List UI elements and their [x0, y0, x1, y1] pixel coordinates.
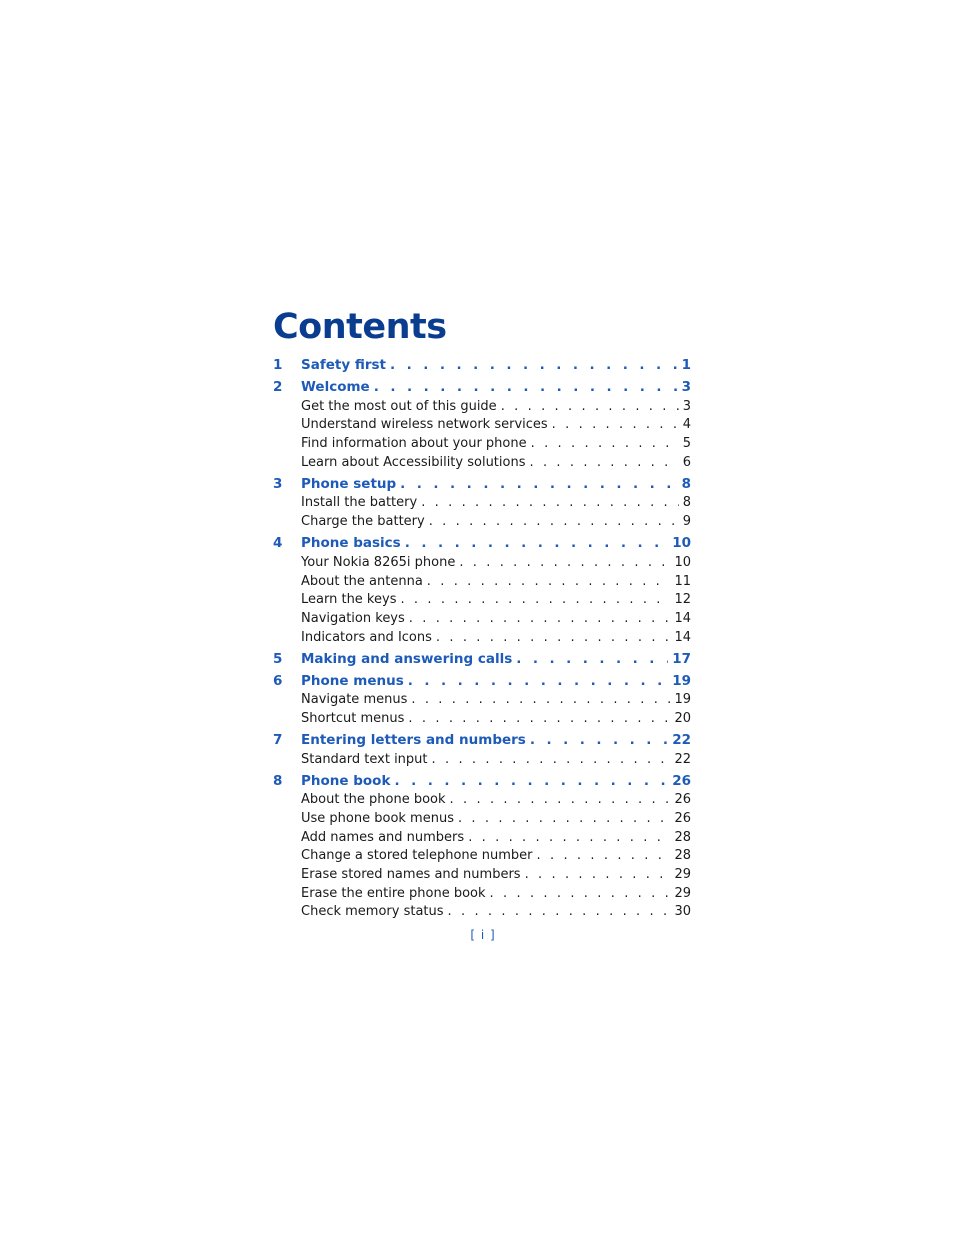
chapter-row: [273, 646, 691, 668]
chapter-block: [273, 727, 691, 768]
dot-leader: [468, 829, 670, 846]
dot-leader: [408, 672, 668, 690]
entry-page-number: 14: [674, 629, 691, 645]
entry-title: About the antenna: [301, 573, 423, 589]
entry-page-number: 6: [682, 454, 691, 470]
dot-leader: [408, 710, 670, 727]
entry-title: Indicators and Icons: [301, 629, 432, 645]
dot-leader: [400, 591, 670, 608]
chapter-title: Welcome: [301, 379, 370, 395]
entry-title: Install the battery: [301, 495, 418, 511]
dot-leader: [525, 866, 671, 883]
chapter-page-number: 3: [681, 379, 691, 395]
entry-title: Erase stored names and numbers: [301, 867, 521, 883]
dot-leader: [552, 416, 679, 433]
toc-entry[interactable]: [273, 452, 691, 471]
toc-entry[interactable]: [273, 571, 691, 590]
entry-title: About the phone book: [301, 792, 446, 808]
chapter-block: [273, 668, 691, 727]
chapter-page-number: 8: [681, 475, 691, 492]
page-folio: [ i ]: [470, 928, 496, 942]
toc-entry[interactable]: [273, 749, 691, 768]
chapter-link[interactable]: [273, 471, 691, 493]
dot-leader: [390, 356, 678, 374]
entry-page-number: 26: [674, 792, 691, 808]
chapter-number: 3: [273, 475, 283, 492]
dot-leader: [411, 691, 670, 708]
toc-entry[interactable]: [273, 827, 691, 846]
entry-title: Check memory status: [301, 904, 444, 920]
entry-page-number: 12: [674, 592, 691, 608]
entry-page-number: 8: [682, 495, 691, 511]
toc-entry[interactable]: [273, 493, 691, 512]
entry-title: Standard text input: [301, 751, 428, 767]
entry-page-number: 10: [674, 554, 691, 570]
entry-page-number: 28: [674, 829, 691, 845]
entry-title: Navigate menus: [301, 692, 408, 708]
dot-leader: [427, 573, 671, 590]
chapter-page-number: 26: [672, 772, 691, 789]
entry-page-number: 9: [682, 514, 691, 530]
entry-page-number: 5: [682, 436, 691, 452]
dot-leader: [530, 454, 679, 471]
chapter-row: [273, 530, 691, 552]
entry-title: Find information about your phone: [301, 436, 527, 452]
entry-page-number: 20: [674, 710, 691, 726]
toc-entry[interactable]: [273, 608, 691, 627]
chapter-block: [273, 374, 691, 471]
dot-leader: [450, 791, 671, 808]
chapter-title: Safety first: [301, 357, 386, 373]
dot-leader: [537, 847, 671, 864]
toc-entry[interactable]: [273, 708, 691, 727]
toc-entry[interactable]: [273, 902, 691, 921]
chapter-link[interactable]: [273, 646, 691, 668]
chapter-link[interactable]: [273, 727, 691, 749]
dot-leader: [516, 650, 668, 668]
entry-page-number: 4: [682, 417, 691, 433]
chapter-number: 2: [273, 379, 283, 395]
toc-entry[interactable]: [273, 433, 691, 452]
dot-leader: [531, 435, 679, 452]
chapter-number: 1: [273, 357, 283, 373]
chapter-number: 4: [273, 535, 283, 552]
dot-leader: [409, 610, 671, 627]
entry-title: Use phone book menus: [301, 811, 454, 826]
chapter-row: [273, 471, 691, 493]
dot-leader: [400, 475, 677, 493]
entry-page-number: 14: [674, 610, 691, 626]
dot-leader: [429, 513, 679, 530]
dot-leader: [459, 554, 670, 571]
chapter-row: [273, 727, 691, 749]
chapter-link[interactable]: [273, 352, 691, 374]
dot-leader: [394, 772, 668, 790]
toc-entry[interactable]: [273, 396, 691, 415]
chapter-title: Entering letters and numbers: [301, 731, 526, 748]
entry-page-number: 11: [674, 573, 691, 589]
entry-title: Your Nokia 8265i phone: [301, 554, 456, 570]
toc-entry[interactable]: [273, 552, 691, 571]
entry-title: Learn about Accessibility solutions: [301, 454, 526, 470]
chapter-page-number: 10: [672, 535, 691, 552]
chapter-title: Phone setup: [301, 475, 397, 492]
dot-leader: [374, 378, 678, 396]
entry-title: Add names and numbers: [301, 829, 465, 845]
chapter-row: [273, 668, 691, 690]
dot-leader: [436, 629, 671, 646]
toc-entry[interactable]: [273, 808, 691, 827]
chapter-link[interactable]: [273, 530, 691, 552]
chapter-page-number: 1: [681, 357, 691, 373]
table-of-contents: [273, 352, 691, 920]
chapter-row: [273, 768, 691, 790]
chapter-page-number: 17: [672, 650, 691, 667]
chapter-link[interactable]: [273, 768, 691, 790]
entry-title: Charge the battery: [301, 514, 425, 530]
entry-page-number: 3: [682, 398, 691, 414]
chapter-number: 5: [273, 650, 283, 667]
entry-title: Get the most out of this guide: [301, 398, 497, 414]
chapter-block: [273, 646, 691, 668]
chapter-row: [273, 352, 691, 374]
toc-entry[interactable]: [273, 415, 691, 434]
chapter-number: 7: [273, 731, 283, 748]
entry-page-number: 19: [674, 692, 691, 708]
chapter-block: [273, 530, 691, 645]
toc-entry[interactable]: [273, 590, 691, 609]
dot-leader: [448, 903, 671, 920]
chapter-page-number: 22: [672, 731, 691, 748]
entry-page-number: 29: [674, 885, 691, 901]
dot-leader: [458, 810, 670, 827]
toc-entry[interactable]: [273, 864, 691, 883]
chapter-link[interactable]: [273, 668, 691, 690]
dot-leader: [432, 751, 671, 768]
dot-leader: [421, 494, 679, 511]
dot-leader: [490, 885, 671, 902]
chapter-block: [273, 768, 691, 921]
page-title: Contents: [273, 307, 447, 347]
entry-page-number: 22: [674, 751, 691, 767]
toc-entry[interactable]: [273, 690, 691, 709]
chapter-number: 6: [273, 672, 283, 689]
entry-page-number: 26: [674, 811, 691, 826]
toc-entry[interactable]: [273, 790, 691, 809]
chapter-title: Making and answering calls: [301, 650, 513, 667]
chapter-number: 8: [273, 772, 283, 789]
chapter-link[interactable]: [273, 374, 691, 396]
entry-page-number: 30: [674, 904, 691, 920]
toc-entry[interactable]: [273, 846, 691, 865]
entry-title: Change a stored telephone number: [301, 848, 533, 864]
toc-entry[interactable]: [273, 627, 691, 646]
entry-title: Navigation keys: [301, 610, 405, 626]
entry-title: Shortcut menus: [301, 710, 405, 726]
entry-page-number: 29: [674, 867, 691, 883]
entry-title: Erase the entire phone book: [301, 885, 486, 901]
chapter-title: Phone menus: [301, 672, 404, 689]
dot-leader: [405, 534, 668, 552]
chapter-page-number: 19: [672, 672, 691, 689]
chapter-block: [273, 471, 691, 530]
toc-entry[interactable]: [273, 883, 691, 902]
entry-page-number: 28: [674, 848, 691, 864]
dot-leader: [501, 398, 679, 415]
chapter-block: [273, 352, 691, 374]
chapter-row: [273, 374, 691, 396]
entry-title: Understand wireless network services: [301, 417, 548, 433]
toc-entry[interactable]: [273, 511, 691, 530]
entry-title: Learn the keys: [301, 592, 397, 608]
dot-leader: [530, 731, 668, 749]
chapter-title: Phone basics: [301, 535, 401, 552]
chapter-title: Phone book: [301, 772, 391, 789]
